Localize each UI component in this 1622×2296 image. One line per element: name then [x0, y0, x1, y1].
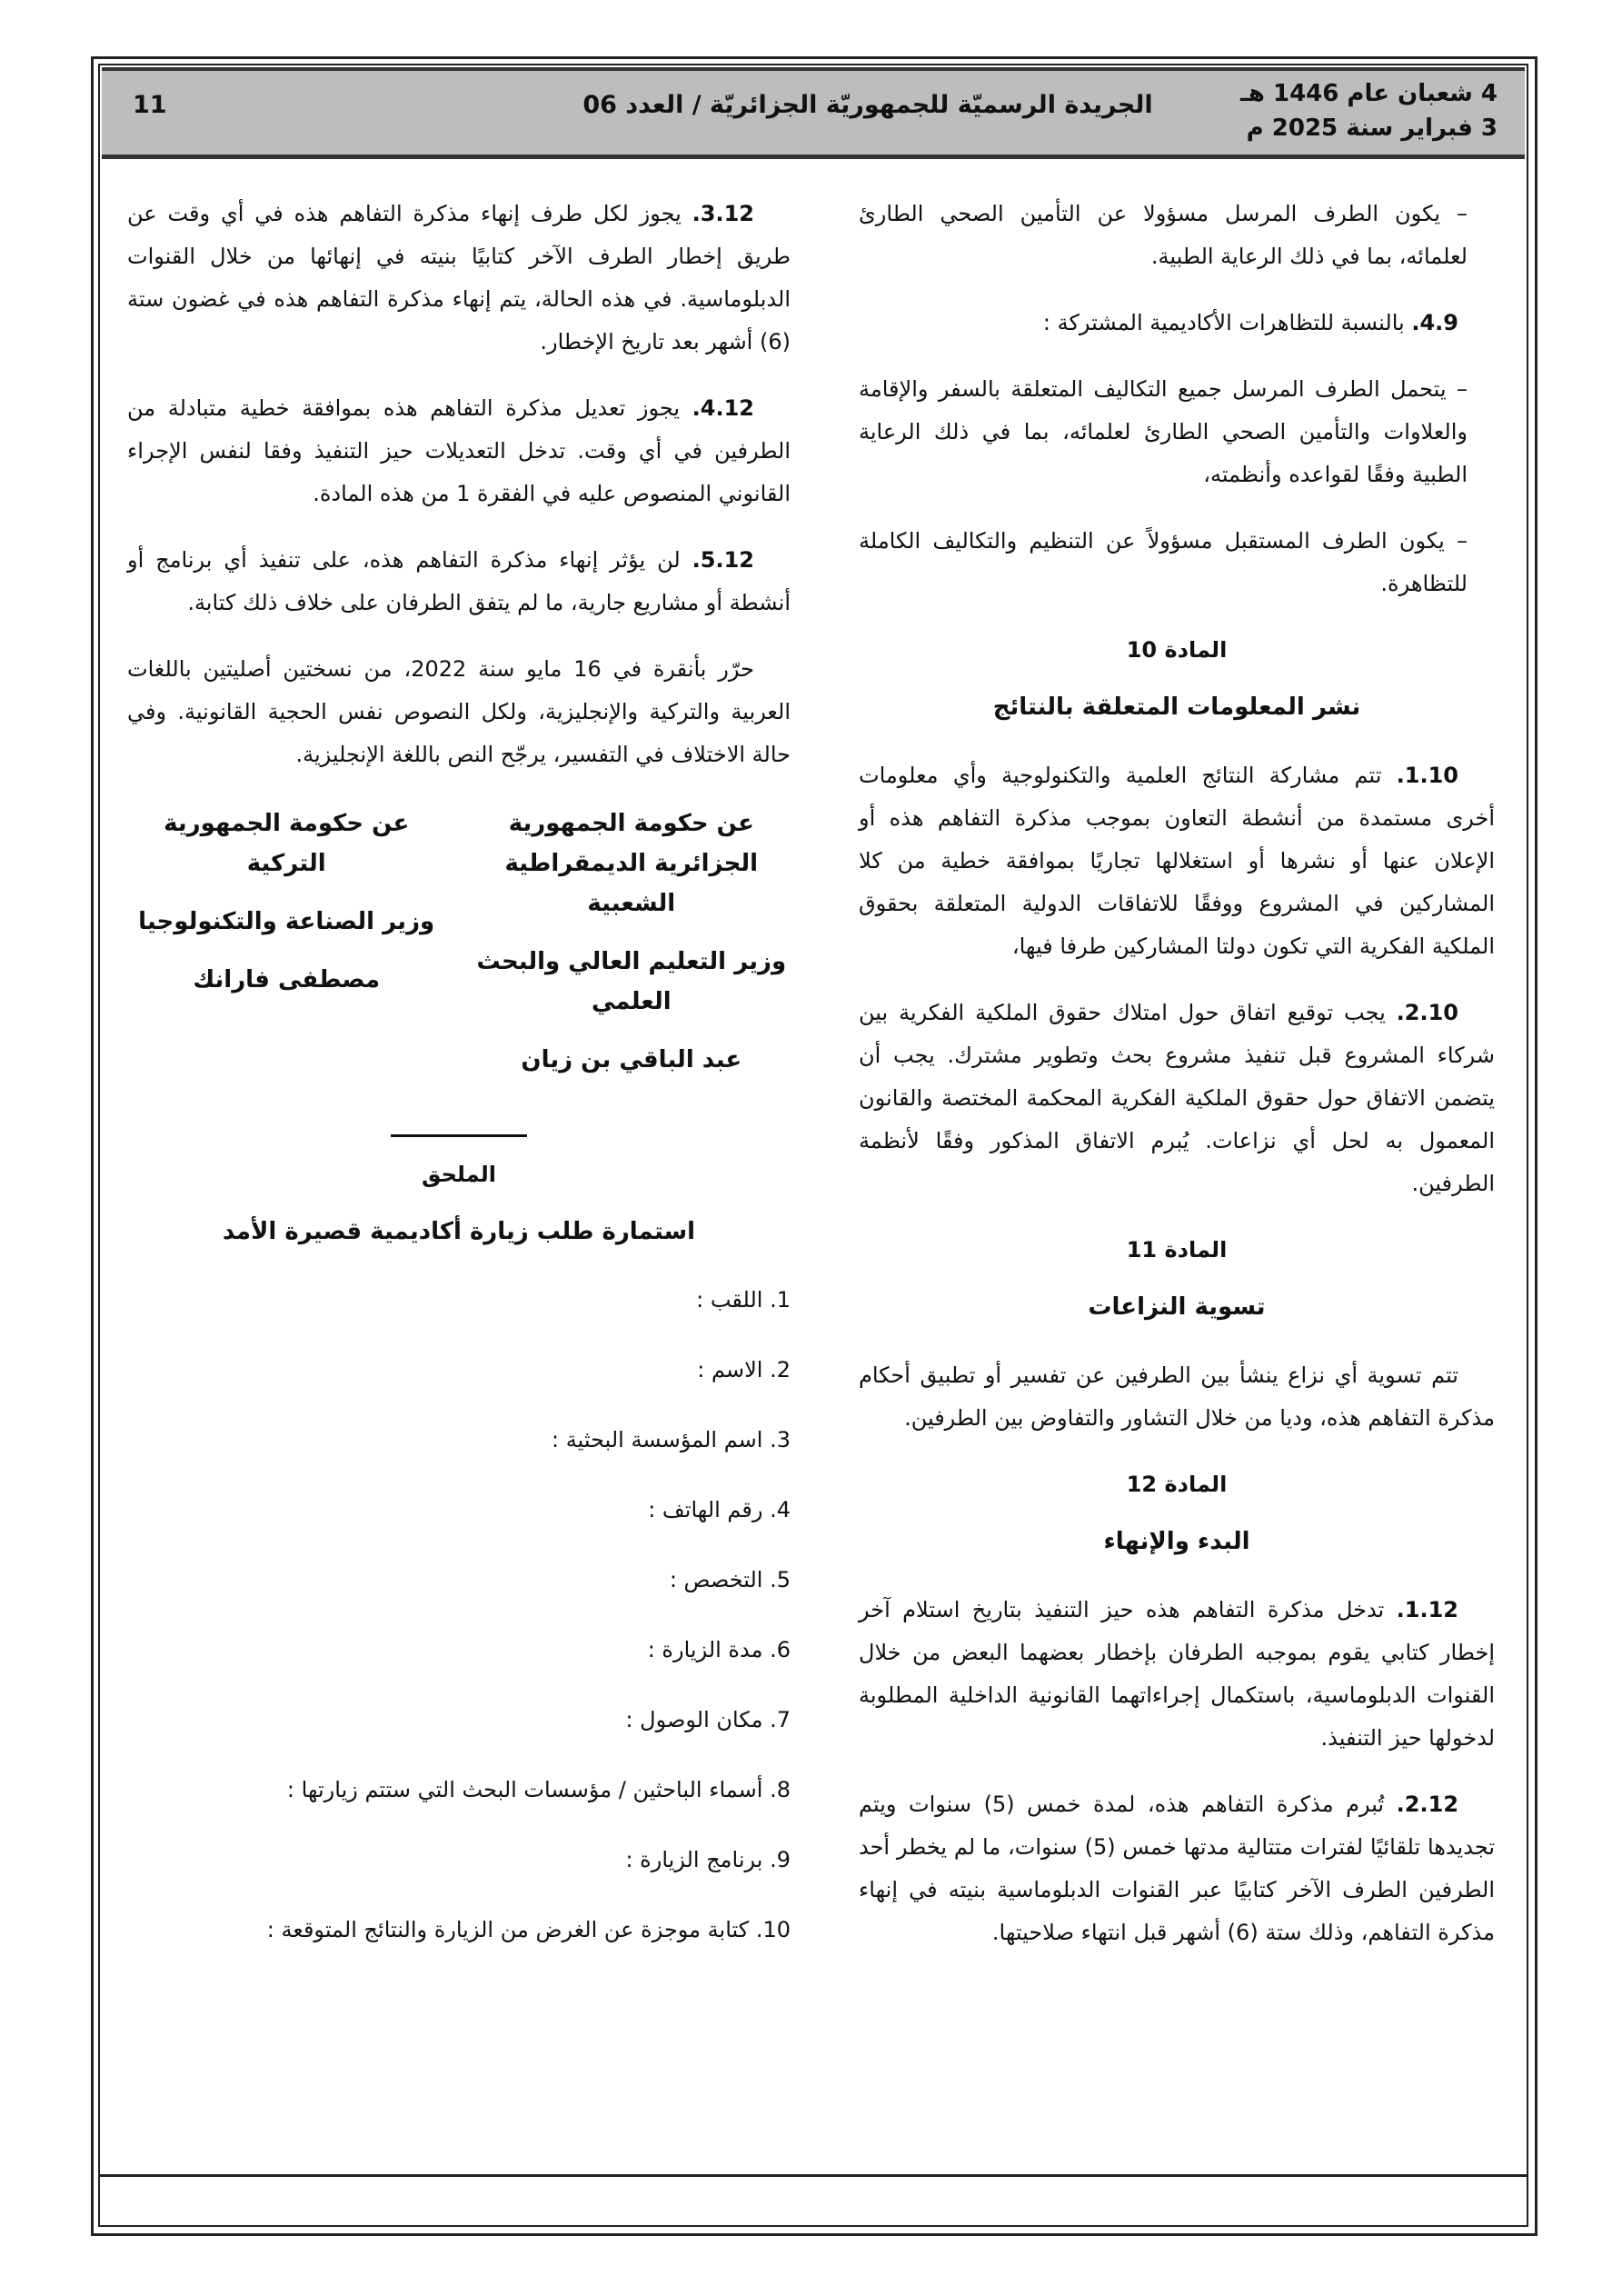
form-item: 3. اسم المؤسسة البحثية : [552, 1427, 791, 1452]
clause-text: يجب توقيع اتفاق حول امتلاك حقوق الملكية الفكرية بين شركاء المشروع قبل تنفيذ مشروع بحث وتطوير مشترك. يجب أن يتضمن الاتفاق حول حقوق الملكية الفكرية المحكمة المختصة والقانون المعمول به لحل أي نزاعات. يُبرم الاتفاق المذكور وفقًا لأنظمة الطرفين. [859, 1000, 1495, 1196]
clause-text: يجوز لكل طرف إنهاء مذكرة التفاهم هذه في أي وقت عن طريق إخطار الطرف الآخر كتابيًا بنيته في إنهائها من خلال القنوات الدبلوماسية. في هذه الحالة، يتم إنهاء مذكرة التفاهم هذه في غضون ستة (6) أشهر بعد تاريخ الإخطار. [127, 201, 791, 354]
page-number: 11 [133, 91, 167, 119]
paragraph-3-12 [127, 193, 791, 364]
form-item: 10. كتابة موجزة عن الغرض من الزيارة والنتائج المتوقعة : [266, 1917, 791, 1942]
paragraph: – يكون الطرف المرسل مسؤولا عن التأمين الصحي الطارئ لعلمائه، بما في ذلك الرعاية الطبية. [859, 201, 1468, 269]
clause-text: لن يؤثر إنهاء مذكرة التفاهم هذه، على تنفيذ أي برنامج أو أنشطة أو مشاريع جارية، ما لم يتفق الطرفان على خلاف ذلك كتابة. [127, 547, 791, 615]
paragraph-2-12 [859, 1783, 1495, 1954]
annex-label: الملحق [421, 1162, 497, 1187]
right-column [859, 193, 1495, 1978]
form-item: 9. برنامج الزيارة : [625, 1847, 791, 1872]
signatory-government: عن حكومة الجمهورية التركية [164, 810, 410, 877]
clause-number: 2.12. [1396, 1792, 1459, 1817]
clause-text: تتم مشاركة النتائج العلمية والتكنولوجية وأي معلومات أخرى مستمدة من أنشطة التعاون بموجب مذكرة التفاهم هذه أو الإعلان عنها أو نشرها أو استغلالها تجاريًا بموافقة خطية من كلا المشاركين في المشروع ووفقًا للاتفاقات الدولية المتعلقة بحقوق الملكية الفكرية التي تكون دولتا المشاركين طرفا فيها، [859, 763, 1495, 959]
form-item: 2. الاسم : [697, 1357, 791, 1383]
clause-number: 5.12. [692, 547, 754, 573]
gazette-header [102, 67, 1525, 159]
paragraph-2-10 [859, 992, 1495, 1205]
article-label: المادة 10 [1126, 637, 1228, 663]
clause-number: 3.12. [692, 201, 754, 226]
signatory-name: مصطفى فارانك [193, 966, 381, 993]
signatory-name: عبد الباقي بن زيان [521, 1046, 742, 1073]
clause-text: تدخل مذكرة التفاهم هذه حيز التنفيذ بتاريخ استلام آخر إخطار كتابي يقوم بموجبه الطرفان بإخطار بعضهما البعض من خلال القنوات الدبلوماسية، باستكمال إجراءاتهما القانونية الداخلية المطلوبة لدخولها حيز التنفيذ. [859, 1597, 1495, 1751]
hijri-date: 4 شعبان عام 1446 هـ [1240, 80, 1498, 107]
paragraph-4-9 [859, 302, 1495, 344]
signatory-turkey [127, 804, 445, 1098]
page-bottom-rule [98, 2174, 1528, 2177]
gregorian-date: 3 فبراير سنة 2025 م [1246, 115, 1498, 142]
paragraph: تتم تسوية أي نزاع ينشأ بين الطرفين عن تفسير أو تطبيق أحكام مذكرة التفاهم هذه، وديا من خلال التشاور والتفاوض بين الطرفين. [859, 1363, 1495, 1431]
paragraph-4-12 [127, 387, 791, 515]
form-item: 7. مكان الوصول : [625, 1707, 791, 1732]
gazette-title: الجريدة الرسميّة للجمهوريّة الجزائريّة / العدد 06 [582, 91, 1153, 119]
clause-number: 4.12. [692, 395, 754, 421]
form-item: 1. اللقب : [696, 1287, 791, 1313]
form-item: 8. أسماء الباحثين / مؤسسات البحث التي ستتم زيارتها : [286, 1777, 791, 1802]
clause-text: تُبرم مذكرة التفاهم هذه، لمدة خمس (5) سنوات ويتم تجديدها تلقائيًا لفترات متتالية مدتها خمس (5) سنوات، ما لم يخطر أحد الطرفين الطرف الآخر كتابيًا عبر القنوات الدبلوماسية بنيته في إنهاء مذكرة التفاهم، وذلك ستة (6) أشهر قبل انتهاء صلاحيتها. [859, 1792, 1495, 1945]
article-label: المادة 11 [1126, 1237, 1228, 1263]
signatory-role: وزير الصناعة والتكنولوجيا [138, 908, 435, 935]
paragraph-1-10 [859, 754, 1495, 968]
clause-number: 1.12. [1396, 1597, 1458, 1622]
paragraph: – يتحمل الطرف المرسل جميع التكاليف المتعلقة بالسفر والإقامة والعلاوات والتأمين الصحي الطارئ لعلمائه، بما في ذلك الرعاية الطبية وفقًا لقواعده وأنظمته، [859, 376, 1468, 487]
form-item: 4. رقم الهاتف : [648, 1497, 791, 1522]
form-items [127, 1279, 791, 1952]
signatures [127, 804, 791, 1098]
article-title: تسوية النزاعات [1088, 1293, 1266, 1321]
signing-paragraph: حرّر بأنقرة في 16 مايو سنة 2022، من نسختين أصليتين باللغات العربية والتركية والإنجليزية، ولكل النصوص نفس الحجية القانونية. وفي حالة الاختلاف في التفسير، يرجّح النص باللغة الإنجليزية. [127, 656, 791, 767]
article-title: البدء والإنهاء [1103, 1528, 1250, 1555]
clause-text: يجوز تعديل مذكرة التفاهم هذه بموافقة خطية متبادلة من الطرفين في أي وقت. تدخل التعديلات حيز التنفيذ وفقا لنفس الإجراء القانوني المنصوص عليه في الفقرة 1 من هذه المادة. [127, 395, 791, 506]
clause-number: 2.10. [1396, 1000, 1458, 1025]
form-item: 5. التخصص : [669, 1567, 791, 1592]
annex-title: استمارة طلب زيارة أكاديمية قصيرة الأمد [222, 1218, 696, 1245]
article-label: المادة 12 [1126, 1472, 1228, 1497]
signatory-government: عن حكومة الجمهورية الجزائرية الديمقراطية الشعبية [504, 810, 759, 917]
left-column [127, 193, 791, 1979]
signatory-role: وزير التعليم العالي والبحث العلمي [476, 948, 787, 1015]
clause-number: 1.10. [1396, 763, 1458, 788]
form-item: 6. مدة الزيارة : [647, 1637, 791, 1662]
clause-number: 4.9. [1411, 310, 1458, 335]
clause-text: بالنسبة للتظاهرات الأكاديمية المشتركة : [1042, 310, 1412, 335]
paragraph: – يكون الطرف المستقبل مسؤولاً عن التنظيم والتكاليف الكاملة للتظاهرة. [859, 528, 1468, 596]
article-title: نشر المعلومات المتعلقة بالنتائج [992, 694, 1361, 721]
divider [391, 1134, 527, 1137]
paragraph-1-12 [859, 1589, 1495, 1760]
paragraph-5-12 [127, 539, 791, 624]
signatory-algeria [473, 804, 791, 1098]
